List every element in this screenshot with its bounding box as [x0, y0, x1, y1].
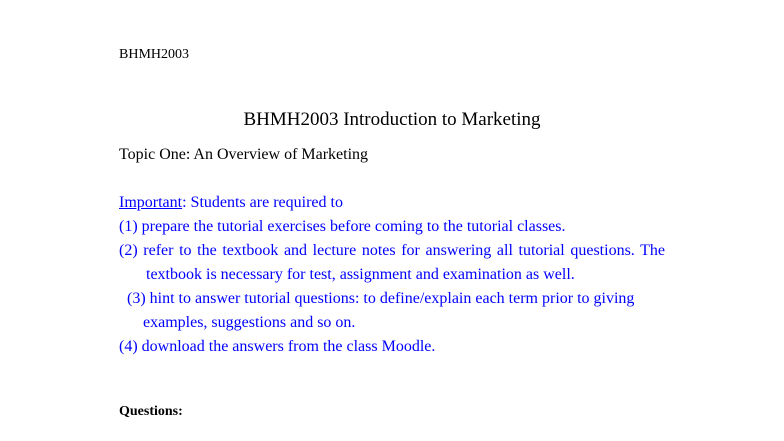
questions-heading: Questions:	[119, 404, 183, 419]
document-title: BHMH2003 Introduction to Marketing	[243, 109, 541, 130]
instruction-item-4: (4) download the answers from the class Moodle.	[119, 338, 436, 355]
important-instructions	[119, 191, 665, 359]
important-intro	[119, 191, 665, 215]
important-intro-text: : Students are required to	[182, 194, 343, 211]
instruction-item-2: (2) refer to the textbook and lecture notes for answering all tutorial questions. The textbook is necessary for test, assignment and examination as well.	[119, 242, 665, 283]
header-course-code: BHMH2003	[119, 47, 190, 62]
important-label: Important	[119, 194, 183, 211]
instruction-item-1: (1) prepare the tutorial exercises before coming to the tutorial classes.	[119, 218, 566, 235]
instruction-item-3: (3) hint to answer tutorial questions: to define/explain each term prior to giving examples, suggestions and so on.	[127, 290, 635, 331]
topic-heading: Topic One: An Overview of Marketing	[119, 146, 369, 163]
